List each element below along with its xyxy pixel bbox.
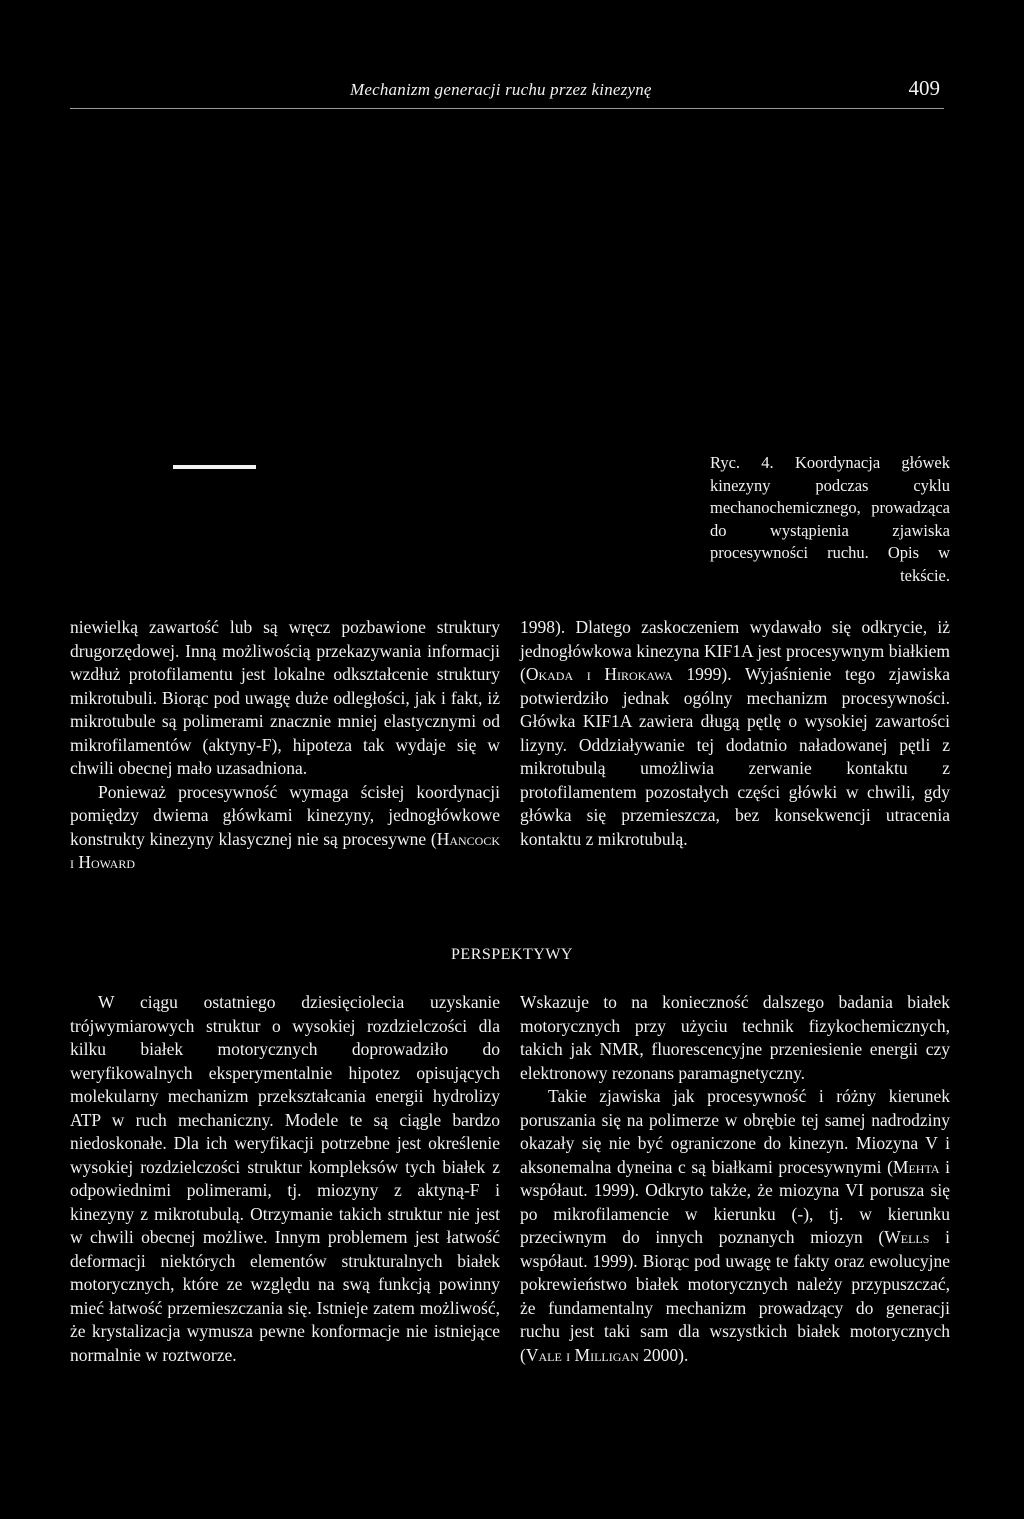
paragraph: niewielką zawartość lub są wręcz pozbawione struktury drugorzędowej. Inną możliwością przekazywania informacji wzdłuż protofilamentu jest lokalne odkształcenie struktury mikrotubuli. Biorąc pod uwagę duże odległości, jak i fakt, iż mikrotubule są polimerami znacznie mniej elastycznymi od mikrofilamentów (aktyny-F), hipoteza tak wydaje się w chwili obecnej mało uzasadniona. xyxy=(70,617,500,778)
paragraph-text: i współaut. 1999). Biorąc pod uwagę te fakty oraz ewolucyjne pokrewieństwo białek motorycznych należy przypuszczać, że fundamentalny mechanizm prowadzący do generacji ruchu jest taki sam dla wszystkich białek motorycznych ( xyxy=(520,1227,950,1365)
paragraph-text: 1999). Wyjaśnienie tego zjawiska potwierdziło jednak ogólny mechanizm procesywności. Główka KIF1A zawiera długą pętlę o wysokiej zawartości lizyny. Oddziaływanie tej dodatnio naładowanej pętli z mikrotubulą umożliwia zerwanie kontaktu z protofilamentem pozostałych części główki w chwili, gdy główka się przemieszcza, bez konsekwencji utracenia kontaktu z mikrotubulą. xyxy=(520,664,951,849)
section-heading: PERSPEKTYWY xyxy=(451,946,573,963)
paragraph-text: Takie zjawiska jak procesywność i różny kierunek poruszania się na polimerze w obrębie tej samej nadrodziny okazały się nie być ograniczone do kinezyn. Miozyna V i aksonemalna dyneina c są białkami procesywnymi ( xyxy=(520,1086,950,1177)
paragraph xyxy=(520,616,950,851)
running-title: Mechanizm generacji ruchu przez kinezynę xyxy=(350,80,652,99)
text-column-upper-right xyxy=(520,616,950,851)
scale-bar xyxy=(173,465,256,469)
paragraph: W ciągu ostatniego dziesięciolecia uzyskanie trójwymiarowych struktur o wysokiej rozdzielczości dla kilku białek motorycznych doprowadziło do weryfikowalnych eksperymentalnie hipotez opisujących molekularny mechanizm przekształcania energii hydrolizy ATP w ruch mechaniczny. Modele te są ciągle bardzo niedoskonałe. Dla ich weryfikacji potrzebne jest określenie wysokiej rozdzielczości struktur kompleksów tych białek z odpowiednimi polimerami, tj. miozyny z aktyną-F i kinezyny z mikrotubulą. Otrzymanie takich struktur nie jest w chwili obecnej możliwe. Innym problemem jest łatwość deformacji niektórych elementów strukturalnych białek motorycznych, które ze względu na swą funkcją powinny mieć łatwość przemieszczania się. Istnieje zatem możliwość, że krystalizacja wymusza pewne konformacje nie istniejące normalnie w roztworze. xyxy=(70,992,500,1365)
paragraph-text: Ponieważ procesywność wymaga ścisłej koordynacji pomiędzy dwiema główkami kinezyny, jednogłówkowe konstrukty kinezyny klasycznej nie są procesywne ( xyxy=(70,781,500,849)
text-column-lower-right xyxy=(520,991,950,1367)
paragraph-text: 2000). xyxy=(638,1344,689,1365)
text-column-lower-left xyxy=(70,991,500,1367)
paragraph: Wskazuje to na konieczność dalszego badania białek motorycznych przy użyciu technik fizykochemicznych, takich jak NMR, fluorescencyjne przeniesienie energii czy elektronowy rezonans paramagnetyczny. xyxy=(520,992,950,1083)
citation: Okada i Hirokawa xyxy=(525,664,673,684)
citation: Vale i Milligan xyxy=(525,1344,639,1365)
paragraph-text: i współaut. 1999). Odkryto także, że miozyna VI porusza się po mikrofilamencie w kierunku (-), tj. w kierunku przeciwnym do innych poznanych miozyn ( xyxy=(520,1156,950,1247)
citation: Hancock i Howard xyxy=(70,828,500,872)
figure-4 xyxy=(70,120,950,590)
figure-caption: Ryc. 4. Koordynacja główek kinezyny podczas cyklu mechanochemicznego, prowadząca do wystąpienia zjawiska procesywności ruchu. Opis w tekście. xyxy=(710,453,950,585)
running-header xyxy=(70,78,944,109)
citation: Mehta xyxy=(892,1156,940,1177)
paragraph-text: 1998). Dlatego zaskoczeniem wydawało się odkrycie, iż jednogłówkowa kinezyna KIF1A jest procesywnym białkiem ( xyxy=(520,617,950,684)
citation: Wells xyxy=(884,1227,930,1247)
paragraph xyxy=(520,1085,950,1367)
page-number: 409 xyxy=(908,76,940,100)
paragraph xyxy=(70,781,500,875)
text-column-upper-left xyxy=(70,616,500,875)
